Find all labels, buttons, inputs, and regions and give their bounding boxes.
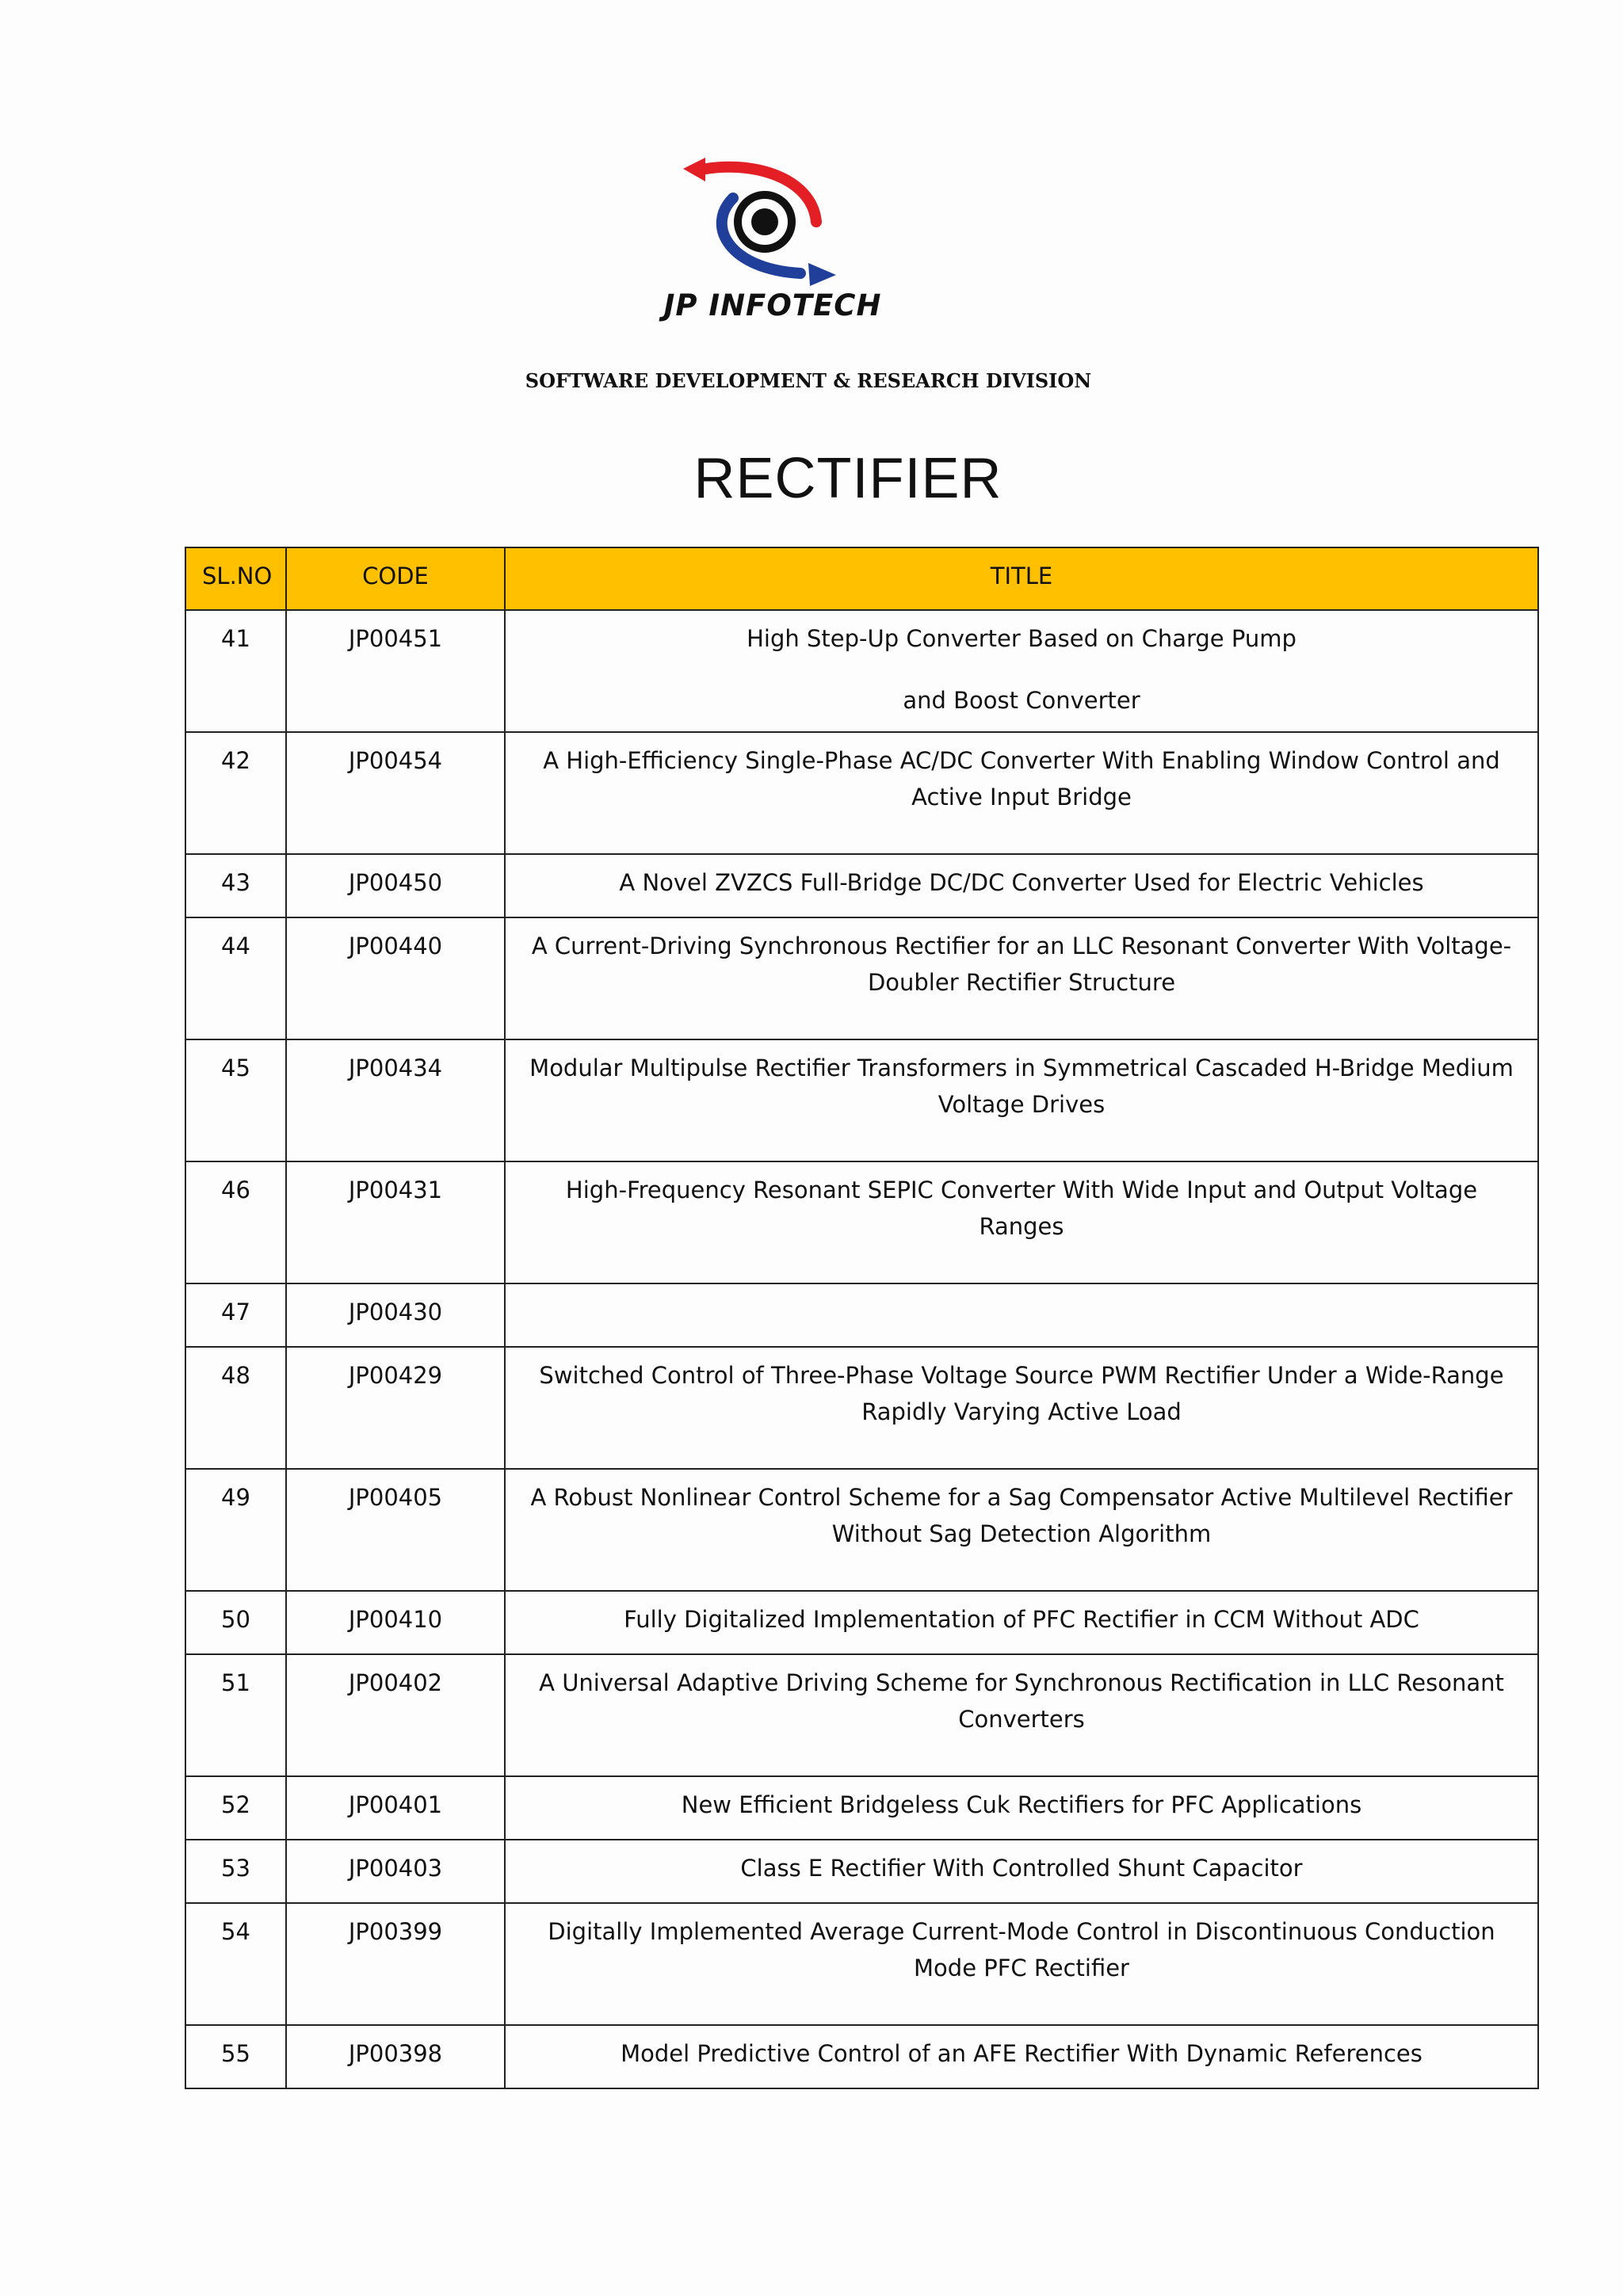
table-row [185, 1469, 1538, 1591]
cell-title: Fully Digitalized Implementation of PFC Rectifier in CCM Without ADC [505, 1591, 1538, 1654]
cell-code: JP00454 [286, 732, 505, 854]
cell-code: JP00398 [286, 2025, 505, 2088]
cell-code: JP00410 [286, 1591, 505, 1654]
cell-code: JP00429 [286, 1347, 505, 1469]
cell-slno: 45 [185, 1039, 286, 1161]
table-row [185, 1776, 1538, 1840]
division-subtitle: SOFTWARE DEVELOPMENT & RESEARCH DIVISION [525, 369, 1092, 392]
cell-code: JP00451 [286, 610, 505, 732]
cell-title: Switched Control of Three-Phase Voltage Source PWM Rectifier Under a Wide-Range Rapidly Varying Active Load [505, 1347, 1538, 1469]
table-row [185, 1039, 1538, 1161]
table-row [185, 1283, 1538, 1347]
cell-slno: 47 [185, 1283, 286, 1347]
cell-title: A Robust Nonlinear Control Scheme for a Sag Compensator Active Multilevel Rectifier Without Sag Detection Algorithm [505, 1469, 1538, 1591]
cell-code: JP00430 [286, 1283, 505, 1347]
cell-title [505, 610, 1538, 732]
table-row [185, 1347, 1538, 1469]
cell-title: Class E Rectifier With Controlled Shunt Capacitor [505, 1840, 1538, 1903]
table-header-row [185, 547, 1538, 610]
column-header-title: TITLE [505, 547, 1538, 610]
cell-title: A Current-Driving Synchronous Rectifier for an LLC Resonant Converter With Voltage-Doubler Rectifier Structure [505, 917, 1538, 1039]
cell-code: JP00403 [286, 1840, 505, 1903]
cell-slno: 54 [185, 1903, 286, 2025]
cell-slno: 51 [185, 1654, 286, 1776]
cell-title: A Universal Adaptive Driving Scheme for Synchronous Rectification in LLC Resonant Converters [505, 1654, 1538, 1776]
table-row [185, 1654, 1538, 1776]
cell-code: JP00401 [286, 1776, 505, 1840]
table-row [185, 1161, 1538, 1283]
logo-blue-arrowhead [808, 263, 836, 286]
project-table [185, 547, 1539, 2089]
company-logo [682, 154, 856, 293]
cell-title: A Novel ZVZCS Full-Bridge DC/DC Converter Used for Electric Vehicles [505, 854, 1538, 917]
cell-slno: 49 [185, 1469, 286, 1591]
column-header-slno: SL.NO [185, 547, 286, 610]
cell-slno: 41 [185, 610, 286, 732]
table-row [185, 732, 1538, 854]
cell-title: High-Frequency Resonant SEPIC Converter With Wide Input and Output Voltage Ranges [505, 1161, 1538, 1283]
cell-title: Model Predictive Control of an AFE Rectifier With Dynamic References [505, 2025, 1538, 2088]
cell-title-line1: High Step-Up Converter Based on Charge Pump [747, 625, 1296, 652]
cell-slno: 52 [185, 1776, 286, 1840]
cell-slno: 46 [185, 1161, 286, 1283]
brand-name: JP INFOTECH [663, 288, 882, 322]
cell-code: JP00402 [286, 1654, 505, 1776]
cell-code: JP00399 [286, 1903, 505, 2025]
cell-title [505, 1283, 1538, 1347]
cell-title: A High-Efficiency Single-Phase AC/DC Converter With Enabling Window Control and Active Input Bridge [505, 732, 1538, 854]
table-row [185, 854, 1538, 917]
cell-code: JP00434 [286, 1039, 505, 1161]
cell-title-line2: and Boost Converter [903, 687, 1140, 714]
cell-slno: 48 [185, 1347, 286, 1469]
cell-code: JP00450 [286, 854, 505, 917]
table-row [185, 917, 1538, 1039]
cell-slno: 50 [185, 1591, 286, 1654]
cell-slno: 44 [185, 917, 286, 1039]
logo-center-dot [751, 208, 778, 235]
table-row [185, 1840, 1538, 1903]
table-row [185, 1591, 1538, 1654]
table-row [185, 2025, 1538, 2088]
logo-red-arrowhead [683, 158, 705, 181]
table-row [185, 1903, 1538, 2025]
page-title: RECTIFIER [693, 447, 1002, 510]
cell-code: JP00405 [286, 1469, 505, 1591]
cell-title: Modular Multipulse Rectifier Transformers in Symmetrical Cascaded H-Bridge Medium Voltage Drives [505, 1039, 1538, 1161]
cell-slno: 43 [185, 854, 286, 917]
table-row [185, 610, 1538, 732]
cell-title: Digitally Implemented Average Current-Mode Control in Discontinuous Conduction Mode PFC Rectifier [505, 1903, 1538, 2025]
cell-slno: 42 [185, 732, 286, 854]
cell-title: New Efficient Bridgeless Cuk Rectifiers for PFC Applications [505, 1776, 1538, 1840]
cell-slno: 55 [185, 2025, 286, 2088]
cell-code: JP00431 [286, 1161, 505, 1283]
column-header-code: CODE [286, 547, 505, 610]
cell-code: JP00440 [286, 917, 505, 1039]
cell-slno: 53 [185, 1840, 286, 1903]
